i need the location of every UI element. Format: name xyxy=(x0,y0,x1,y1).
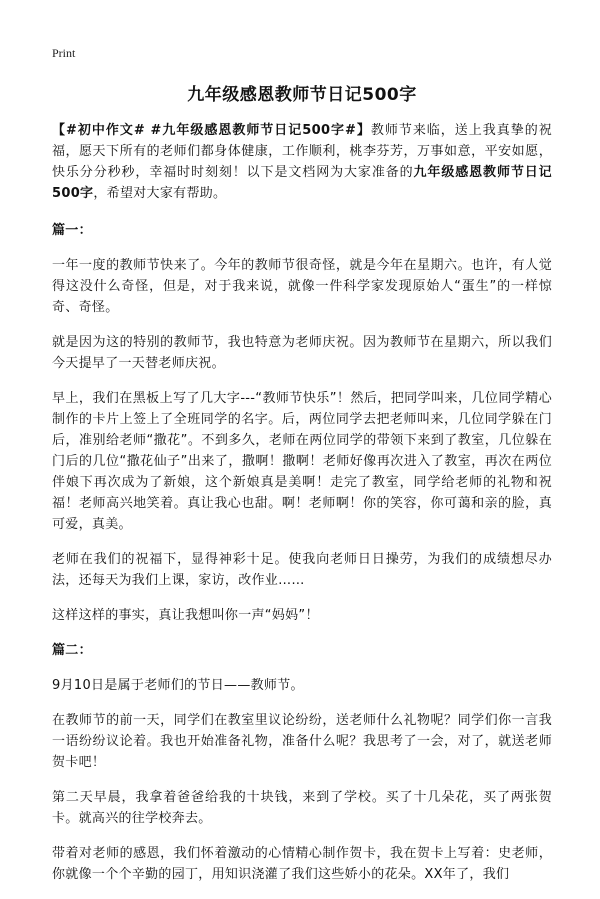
paragraph: 就是因为这的特别的教师节，我也特意为老师庆祝。因为教师节在星期六，所以我们今天提早了一天替老师庆祝。 xyxy=(52,335,552,371)
print-link[interactable]: Print xyxy=(52,46,76,60)
intro-bold-title: 九年级感恩教师节日记500字 xyxy=(52,165,552,201)
paragraph: 这样这样的事实，真让我想叫你一声“妈妈”！ xyxy=(52,608,319,623)
paragraph: 带着对老师的感恩，我们怀着激动的心情精心制作贺卡，我在贺卡上写着：史老师，你就像一个个辛勤的园丁，用知识浇灌了我们这些娇小的花朵。XX年了，我们 xyxy=(52,846,552,882)
paragraph: 老师在我们的祝福下，显得神彩十足。使我向老师日日操劳，为我们的成绩想尽办法，还每天为我们上课，家访，改作业…… xyxy=(52,552,552,588)
intro-paragraph xyxy=(52,120,552,204)
intro-tags: 【#初中作文# #九年级感恩教师节日记500字#】 xyxy=(52,123,371,138)
paragraph: 在教师节的前一天，同学们在教室里议论纷纷，送老师什么礼物呢？同学们你一言我一语纷纷议论着。我也开始准备礼物，准备什么呢？我思考了一会，对了，就送老师贺卡吧！ xyxy=(52,713,552,770)
paragraph: 早上，我们在黑板上写了几大字---“教师节快乐”！然后，把同学叫来，几位同学精心制作的卡片上签上了全班同学的名字。后，两位同学去把老师叫来，几位同学躲在门后，准别给老师“撒花”。不到多久，老师在两位同学的带领下来到了教室，几位躲在门后的几位“撒花仙子”出来了，撒啊！撒啊！老师好像再次进入了教室，再次在两位伴娘下再次成为了新娘，这个新娘真是美啊！走完了教室，同学给老师的礼物和祝福！老师高兴地笑着。真让我心也甜。啊！老师啊！你的笑容，你可蔼和亲的脸，真可爱，真美。 xyxy=(52,391,552,532)
paragraph: 9月10日是属于老师们的节日——教师节。 xyxy=(52,678,304,693)
paragraph: 第二天早晨，我拿着爸爸给我的十块钱，来到了学校。买了十几朵花，买了两张贺卡。就高兴的往学校奔去。 xyxy=(52,790,552,826)
intro-text-end: ，希望对大家有帮助。 xyxy=(93,186,227,201)
page-title: 九年级感恩教师节日记500字 xyxy=(187,85,417,105)
paragraph: 一年一度的教师节快来了。今年的教师节很奇怪，就是今年在星期六。也许，有人觉得这没什么奇怪，但是，对于我来说，就像一件科学家发现原始人“蛋生”的一样惊奇、奇怪。 xyxy=(52,258,552,315)
document-page xyxy=(52,0,553,882)
article-body xyxy=(52,120,552,899)
section-heading: 篇一： xyxy=(52,223,92,238)
section-heading: 篇二： xyxy=(52,643,92,658)
intro-text: 教师节来临，送上我真挚的祝福，愿天下所有的老师们都身体健康，工作顺利，桃李芬芳，万事如意，平安如愿，快乐分分秒秒，幸福时时刻刻！以下是文档网为大家准备的 xyxy=(52,123,553,180)
